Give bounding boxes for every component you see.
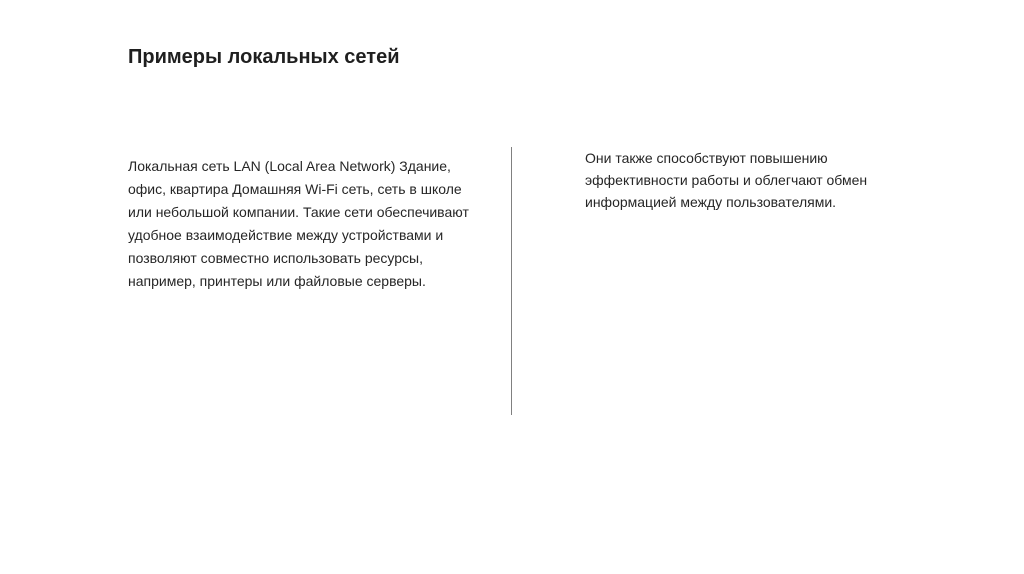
left-column-text: Локальная сеть LAN (Local Area Network) Здание, офис, квартира Домашняя Wi-Fi сеть, сеть в школе или небольшой компании. Такие сети обеспечивают удобное взаимодействие между устройствами и позволяют совместно использовать ресурсы, например, принтеры или файловые серверы. bbox=[128, 158, 469, 289]
slide-title: Примеры локальных сетей bbox=[128, 46, 400, 68]
column-divider bbox=[511, 147, 512, 415]
right-column-text: Они также способствуют повышению эффективности работы и облегчают обмен информацией между пользователями. bbox=[585, 150, 868, 210]
